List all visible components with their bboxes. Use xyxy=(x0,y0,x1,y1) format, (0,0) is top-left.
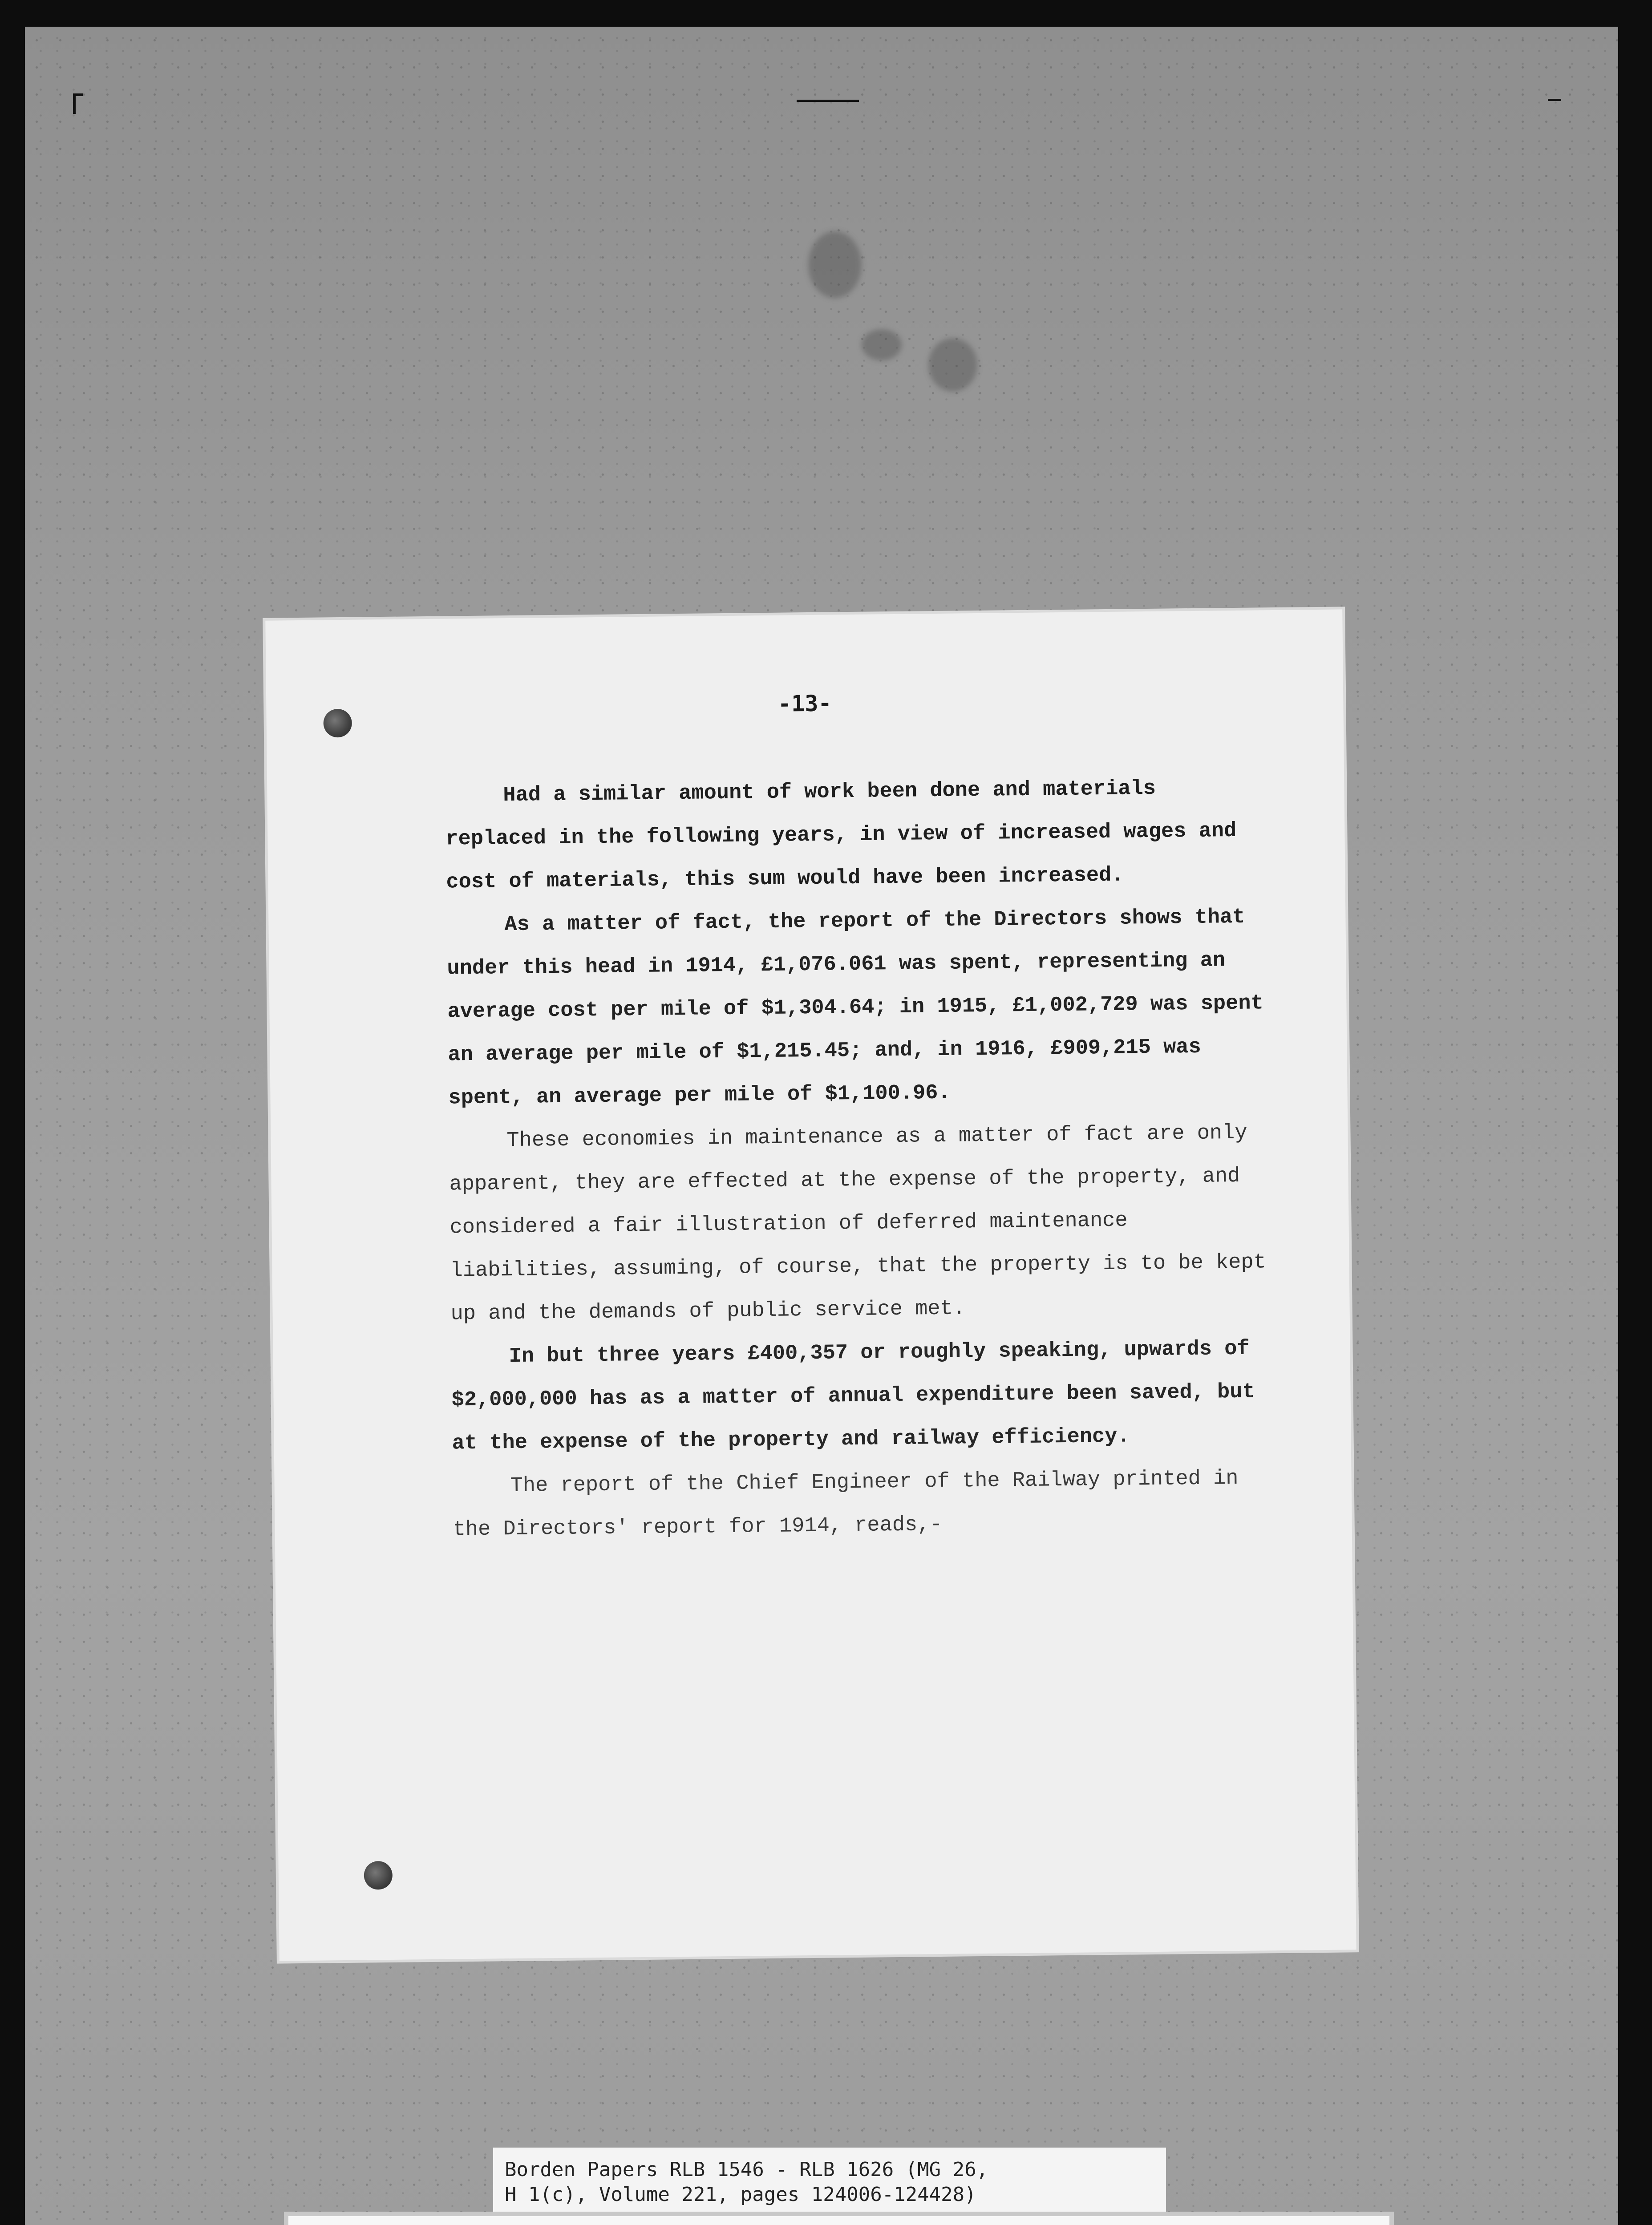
archive-stamp xyxy=(288,2216,1389,2225)
crop-mark xyxy=(73,93,83,114)
punch-hole-bottom xyxy=(364,1861,393,1890)
crop-mark xyxy=(1548,99,1561,101)
paragraph: Had a similar amount of work been done and materials replaced in the following years, in view of increased wages and cost of materials, this sum would have been increased. xyxy=(445,777,1237,894)
typed-page xyxy=(265,609,1356,1961)
page-number: -13- xyxy=(777,690,832,717)
document-body xyxy=(445,766,1272,1551)
film-smudge xyxy=(928,338,977,392)
film-smudge xyxy=(808,231,862,298)
reference-label xyxy=(493,2148,1166,2219)
paragraph: In but three years £400,357 or roughly speaking, upwards of $2,000,000 has as a matter of annual expenditure been saved, but at the expense of the property and railway efficiency. xyxy=(451,1337,1255,1456)
paragraph: These economies in maintenance as a matter of fact are only apparent, they are effected at the expense of the property, and considered a fair illustration of deferred maintenance liabilities, assuming, of course, that the property is to be kept up and the demands of public service met. xyxy=(449,1121,1267,1326)
crop-mark xyxy=(797,100,859,102)
reference-line: H 1(c), Volume 221, pages 124006-124428) xyxy=(505,2183,976,2206)
film-smudge xyxy=(862,329,902,360)
paragraph: The report of the Chief Engineer of the Railway printed in the Directors' report for 1914, reads,- xyxy=(453,1466,1239,1542)
paragraph: As a matter of fact, the report of the Directors shows that under this head in 1914, £1,076.061 was spent, representing an average cost per mile of $1,304.64; in 1915, £1,002,729 was spent an average per mile of $1,215.45; and, in 1916, £909,215 was spent, an average per mile of $1,100.96. xyxy=(447,905,1264,1110)
reference-line: Borden Papers RLB 1546 - RLB 1626 (MG 26, xyxy=(505,2158,988,2181)
